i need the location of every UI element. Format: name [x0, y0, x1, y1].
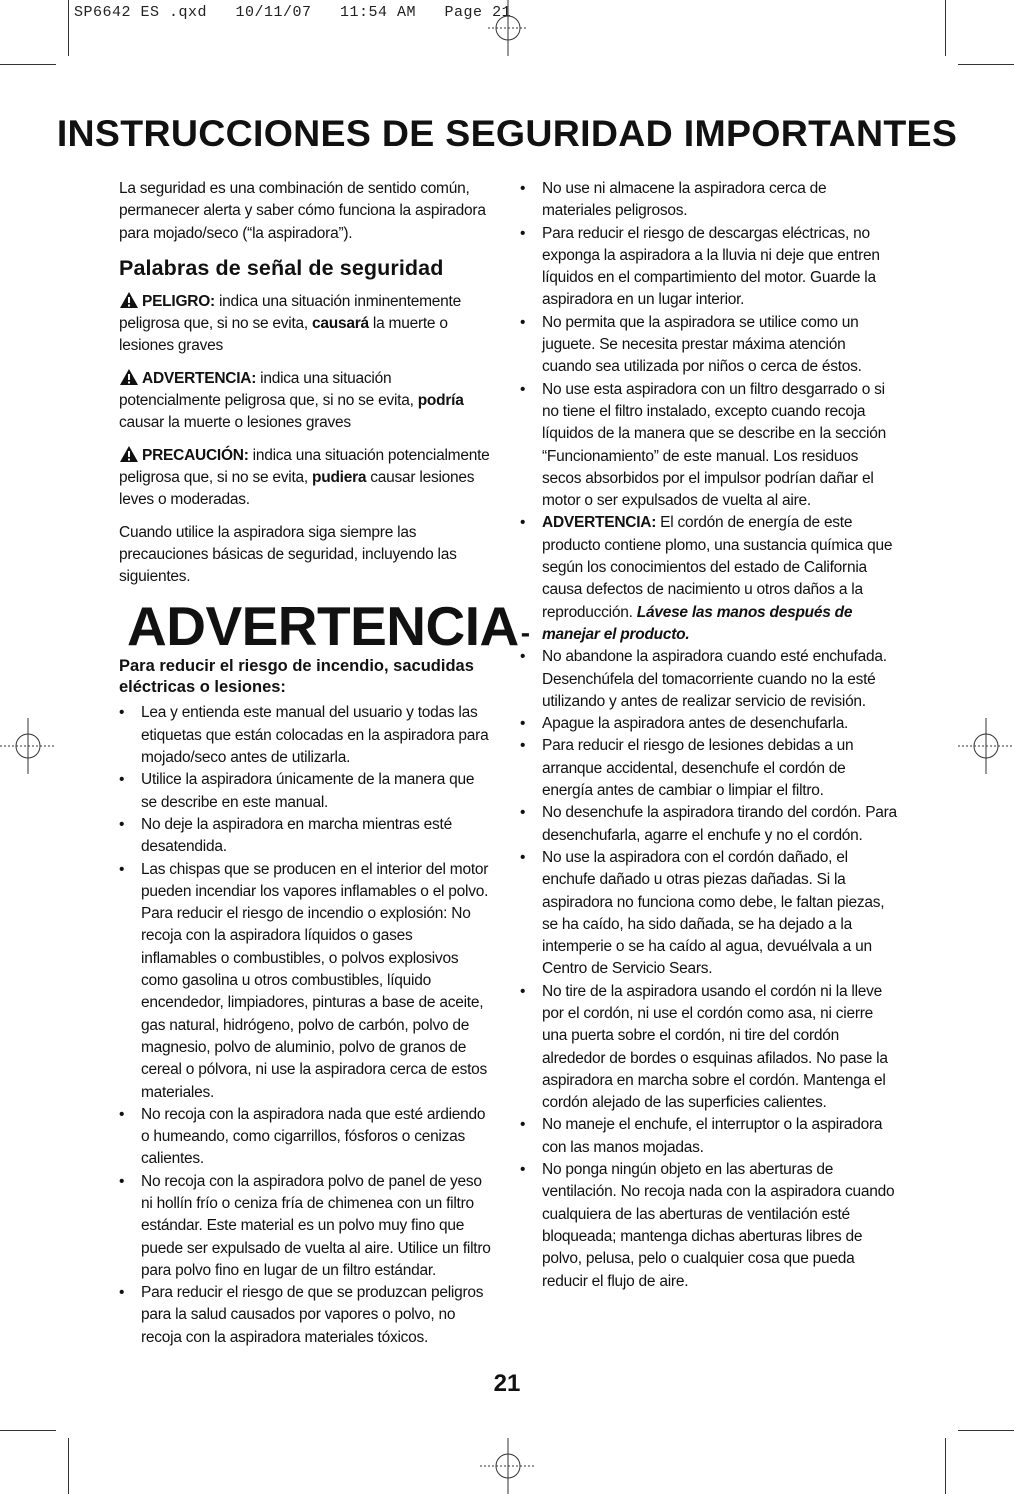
- list-item: [520, 646, 898, 713]
- list-item-text: Las chispas que se producen en el interior del motor pueden incendiar los vapores inflamables o el polvo. Para reducir el riesgo de incendio o explosión: No recoja con la aspiradora líquidos o gases inflamables o combustibles, o polvos explosivos como gasolina u otros combustibles, líquido encendedor, limpiadores, pinturas a base de aceite, gas natural, hidrógeno, polvo de carbón, polvo de magnesio, polvo de aluminio, polvo de granos de cereal o pólvora, ni use la aspiradora cerca de estos materiales.: [141, 860, 489, 1101]
- bullet-icon: •: [520, 224, 526, 242]
- list-item: [119, 702, 491, 769]
- list-item: [520, 735, 898, 802]
- bullet-icon: •: [520, 648, 526, 666]
- signal-term: ADVERTENCIA:: [142, 369, 257, 387]
- list-item: [119, 769, 491, 814]
- warning-subtitle: Para reducir el riesgo de incendio, sacudidas eléctricas o lesiones:: [119, 657, 474, 697]
- list-item-text: No use esta aspiradora con un filtro desgarrado o si no tiene el filtro instalado, excepto cuando recoja líquidos de la manera que se describe en la sección “Funcionamiento” de este manual. Los residuos secos absorbidos por el impulsor podrían dañar el motor o ser expulsados de vuelta al aire.: [542, 380, 886, 510]
- signal-description: indica una situación inminentemente peligrosa que, si no se evita,: [119, 292, 461, 333]
- list-item: [520, 223, 898, 312]
- registration-mark-icon: [480, 0, 536, 56]
- list-item-text: No tire de la aspiradora usando el cordón ni la lleve por el cordón, ni use el cordón como asa, ni cierre una puerta sobre el cordón, ni tire del cordón alrededor de bordes o esquinas afilados. No pase la aspiradora en marcha sobre el cordón. Mantenga el cordón alejado de las superficies calientes.: [542, 982, 888, 1112]
- signal-words-heading: Palabras de señal de seguridad: [119, 255, 444, 280]
- registration-mark-icon: [480, 1438, 536, 1494]
- list-item: [520, 1114, 898, 1159]
- signal-description: la muerte o lesiones graves: [119, 315, 448, 355]
- list-item: [520, 713, 898, 735]
- list-item-text: No use ni almacene la aspiradora cerca de materiales peligrosos.: [542, 180, 827, 220]
- bullet-icon: •: [520, 715, 526, 733]
- trim-mark: [68, 1438, 69, 1494]
- bullet-icon: •: [520, 1116, 526, 1134]
- trim-mark: [68, 0, 69, 56]
- signal-word-danger: [119, 291, 491, 358]
- trim-mark: [958, 64, 1014, 65]
- right-bullet-list: [520, 178, 898, 1293]
- list-item: [520, 802, 898, 847]
- list-item: [119, 814, 491, 859]
- list-item: [119, 1282, 491, 1349]
- list-item-text: No abandone la aspiradora cuando esté enchufada. Desenchúfela del tomacorriente cuando no la esté utilizando y antes de realizar servicio de revisión.: [542, 648, 887, 710]
- printer-slug: SP6642 ES .qxd 10/11/07 11:54 AM Page 21: [74, 4, 512, 21]
- bullet-icon: •: [520, 982, 526, 1000]
- bullet-icon: •: [119, 1284, 125, 1302]
- list-item-text: Para reducir el riesgo de que se produzcan peligros para la salud causados por vapores o polvo, no recoja con la aspiradora materiales tóxicos.: [141, 1284, 484, 1346]
- list-item-text: Utilice la aspiradora únicamente de la manera que se describe en este manual.: [141, 771, 475, 811]
- list-item: [119, 859, 491, 1104]
- signal-emphasis: causará: [312, 315, 369, 333]
- list-item: [520, 981, 898, 1115]
- list-item: [520, 178, 898, 223]
- lead-warning-label: ADVERTENCIA:: [542, 514, 657, 532]
- bullet-icon: •: [119, 771, 125, 789]
- list-item-text: Lea y entienda este manual del usuario y todas las etiquetas que están colocadas en la aspiradora para mojado/seco antes de utilizarla.: [141, 704, 489, 767]
- trim-mark: [0, 1430, 56, 1431]
- list-item-text: No ponga ningún objeto en las aberturas de ventilación. No recoja nada con la aspiradora cuando cualquiera de las aberturas de ventilación esté bloqueada; mantenga dichas aberturas libres de polvo, pelusa, pelo o cualquier cosa que pueda reducir el flujo de aire.: [542, 1161, 895, 1290]
- list-item: [119, 1171, 491, 1282]
- lead-warning-item: [520, 512, 898, 646]
- bullet-icon: •: [520, 848, 526, 866]
- list-item-text: No deje la aspiradora en marcha mientras esté desatendida.: [141, 815, 452, 856]
- intro-paragraph: La seguridad es una combinación de sentido común, permanecer alerta y saber cómo funciona la aspiradora para mojado/seco (“la aspiradora”).: [119, 180, 486, 242]
- list-item: [119, 1104, 491, 1171]
- page-title: INSTRUCCIONES DE SEGURIDAD IMPORTANTES: [56, 112, 958, 154]
- list-item-text: No desenchufe la aspiradora tirando del cordón. Para desenchufarla, agarre el enchufe y no el cordón.: [542, 804, 897, 844]
- signal-description: indica una situación potencialmente peligrosa que, si no se evita,: [119, 446, 490, 486]
- signal-description: indica una situación potencialmente peligrosa que, si no se evita,: [119, 369, 418, 410]
- signal-emphasis: pudiera: [312, 468, 367, 486]
- trim-mark: [958, 1430, 1014, 1431]
- warning-triangle-icon: [119, 368, 139, 386]
- list-item-text: No permita que la aspiradora se utilice como un juguete. Se necesita prestar máxima atención cuando sea utilizada por niños o cerca de éstos.: [542, 313, 862, 376]
- page-number: 21: [493, 1370, 521, 1397]
- warning-triangle-icon: [119, 291, 139, 309]
- list-item-text: No maneje el enchufe, el interruptor o la aspiradora con las manos mojadas.: [542, 1116, 883, 1156]
- list-item: [520, 379, 898, 513]
- list-item-text: Apague la aspiradora antes de desenchufarla.: [542, 715, 849, 733]
- list-item: [520, 847, 898, 981]
- trim-mark: [0, 64, 56, 65]
- left-bullet-list: [119, 702, 491, 1349]
- bullet-icon: •: [119, 815, 125, 833]
- signal-term: PRECAUCIÓN:: [142, 446, 249, 464]
- bullet-icon: •: [520, 804, 526, 822]
- trim-mark: [945, 0, 946, 56]
- bullet-icon: •: [520, 514, 526, 532]
- bullet-icon: •: [119, 704, 125, 722]
- warning-banner: [119, 595, 531, 658]
- bullet-icon: •: [520, 313, 526, 331]
- signal-description: causar la muerte o lesiones graves: [119, 414, 351, 432]
- trim-mark: [945, 1438, 946, 1494]
- bullet-icon: •: [119, 860, 125, 878]
- precautions-intro: Cuando utilice la aspiradora siga siempre las precauciones básicas de seguridad, incluyendo las siguientes.: [119, 523, 457, 586]
- warning-banner-title: ADVERTENCIA: [127, 595, 519, 658]
- left-column: [119, 178, 531, 1349]
- right-column: [520, 178, 898, 1293]
- list-item: [520, 312, 898, 379]
- warning-triangle-icon: [119, 445, 139, 463]
- bullet-icon: •: [520, 737, 526, 755]
- signal-emphasis: podría: [417, 392, 464, 410]
- bullet-icon: •: [520, 380, 526, 398]
- signal-term: PELIGRO:: [142, 292, 215, 310]
- list-item: [520, 1159, 898, 1293]
- signal-description: causar lesiones leves o moderadas.: [119, 468, 475, 509]
- signal-word-warning: [119, 368, 491, 435]
- registration-mark-icon: [958, 718, 1014, 774]
- bullet-icon: •: [520, 1161, 526, 1179]
- list-item-text: No recoja con la aspiradora polvo de panel de yeso ni hollín frío o ceniza fría de chimenea con un filtro estándar. Este material es un polvo muy fino que puede ser expulsado de vuelta al aire. Utilice un filtro para polvo fino en lugar de un filtro estándar.: [141, 1172, 491, 1279]
- list-item-text: Para reducir el riesgo de lesiones debidas a un arranque accidental, desenchufe el cordón de energía antes de cambiar o limpiar el filtro.: [542, 737, 854, 800]
- list-item-text: No recoja con la aspiradora nada que esté ardiendo o humeando, como cigarrillos, fósforos o cenizas calientes.: [141, 1105, 486, 1168]
- list-item-text: No use la aspiradora con el cordón dañado, el enchufe dañado u otras piezas dañadas. Si la aspiradora no funciona como debe, le faltan piezas, se ha caído, ha sido dañada, se ha dejado a la intemperie o se ha caído al agua, devuélvala a un Centro de Servicio Sears.: [542, 848, 885, 978]
- bullet-icon: •: [119, 1172, 125, 1190]
- list-item-text: Para reducir el riesgo de descargas eléctricas, no exponga la aspiradora a la lluvia ni deje que entren líquidos en el compartimiento del motor. Guarde la aspiradora en un lugar interior.: [542, 224, 880, 309]
- bullet-icon: •: [520, 180, 526, 197]
- lead-warning-emphasis: Lávese las manos después de manejar el producto.: [542, 603, 853, 643]
- signal-word-caution: [119, 445, 491, 512]
- registration-mark-icon: [0, 718, 56, 774]
- warning-banner-dash: -: [520, 617, 531, 649]
- lead-warning-text: El cordón de energía de este producto contiene plomo, una sustancia química que según los conocimientos del estado de California causa defectos de nacimiento u otros daños a la reproducción.: [542, 514, 893, 621]
- bullet-icon: •: [119, 1105, 125, 1123]
